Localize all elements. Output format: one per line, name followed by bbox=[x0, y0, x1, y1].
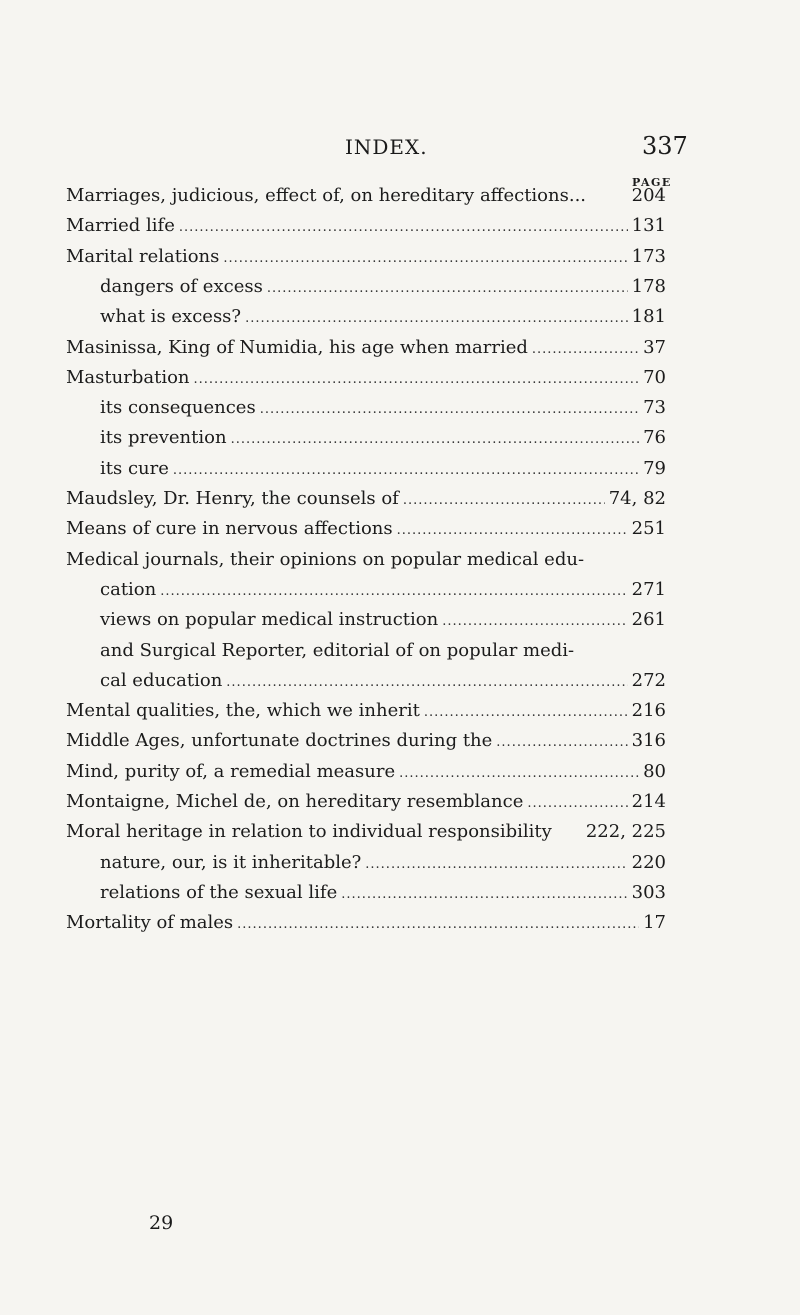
entry-text: cal education bbox=[100, 669, 223, 691]
entry-text: Middle Ages, unfortunate doctrines during the bbox=[66, 730, 493, 752]
dot-leader bbox=[424, 699, 628, 727]
index-entry bbox=[66, 334, 666, 362]
entry-page-number: 37 bbox=[643, 336, 666, 358]
index-entry bbox=[66, 212, 666, 240]
entry-text: cation bbox=[100, 578, 157, 600]
entry-text: its cure bbox=[100, 457, 169, 479]
entry-page-number: 251 bbox=[631, 518, 666, 540]
dot-leader bbox=[237, 911, 639, 939]
dot-leader bbox=[365, 851, 627, 879]
dot-leader bbox=[223, 245, 627, 273]
index-entry bbox=[66, 727, 666, 755]
signature-mark: 29 bbox=[149, 1212, 174, 1234]
entry-text: Moral heritage in relation to individual responsibility bbox=[66, 821, 552, 843]
page-column-label: PAGE bbox=[632, 176, 672, 189]
entry-text: Masinissa, King of Numidia, his age when married bbox=[66, 336, 528, 358]
index-entry bbox=[100, 394, 666, 422]
entry-page-number: 261 bbox=[631, 609, 666, 631]
index-entry bbox=[100, 576, 666, 604]
entry-text: nature, our, is it inheritable? bbox=[100, 851, 362, 873]
index-entry bbox=[100, 273, 666, 301]
entry-text: Montaigne, Michel de, on hereditary resemblance bbox=[66, 791, 524, 812]
index-entry bbox=[100, 455, 666, 483]
entry-text: what is excess? bbox=[100, 306, 242, 328]
entry-page-number: 214 bbox=[631, 791, 666, 812]
index-entry bbox=[66, 364, 666, 392]
index-entry bbox=[100, 879, 666, 907]
index-entry bbox=[66, 182, 666, 210]
index-entry bbox=[100, 303, 666, 331]
entry-text: Married life bbox=[66, 215, 175, 237]
dot-leader bbox=[403, 487, 605, 515]
entry-page-number: 73 bbox=[643, 397, 666, 419]
index-entry bbox=[66, 697, 666, 725]
index-entry bbox=[66, 515, 666, 543]
entry-page-number: 272 bbox=[631, 669, 666, 691]
entry-text: Masturbation bbox=[66, 366, 190, 388]
index-entry bbox=[100, 667, 666, 695]
entry-text: Maudsley, Dr. Henry, the counsels of bbox=[66, 488, 399, 509]
dot-leader bbox=[267, 275, 628, 303]
dot-leader bbox=[496, 729, 627, 757]
index-entry bbox=[100, 637, 666, 665]
entry-page-number: 80 bbox=[643, 760, 666, 782]
entry-text: Marital relations bbox=[66, 245, 220, 267]
entry-page-number: 178 bbox=[631, 275, 666, 297]
entry-text: Marriages, judicious, effect of, on hereditary affections... bbox=[66, 185, 587, 206]
entry-text: Mind, purity of, a remedial measure bbox=[66, 760, 396, 782]
running-head-page-number: 337 bbox=[642, 132, 688, 160]
dot-leader bbox=[194, 366, 640, 394]
dot-leader bbox=[532, 336, 639, 364]
entry-page-number: 303 bbox=[631, 881, 666, 903]
entry-text: and Surgical Reporter, editorial of on popular medi- bbox=[100, 639, 575, 661]
dot-leader bbox=[173, 457, 639, 485]
entry-text: relations of the sexual life bbox=[100, 881, 338, 903]
entry-text: views on popular medical instruction bbox=[100, 609, 439, 631]
entry-page-number: 74, 82 bbox=[608, 488, 666, 509]
dot-leader bbox=[527, 790, 627, 818]
entry-page-number: 70 bbox=[643, 366, 666, 388]
entry-page-number: 271 bbox=[631, 578, 666, 600]
index-entry bbox=[100, 606, 666, 634]
index-entry bbox=[66, 758, 666, 786]
dot-leader bbox=[260, 396, 639, 424]
index-entry bbox=[66, 788, 666, 816]
entry-page-number: 222, 225 bbox=[585, 821, 666, 843]
dot-leader bbox=[160, 578, 627, 606]
index-entry bbox=[100, 424, 666, 452]
index-entry bbox=[100, 849, 666, 877]
dot-leader bbox=[245, 305, 628, 333]
entry-page-number: 17 bbox=[643, 912, 666, 934]
entry-page-number: 76 bbox=[643, 427, 666, 449]
dot-leader bbox=[341, 881, 627, 909]
dot-leader bbox=[231, 426, 640, 454]
dot-leader bbox=[399, 760, 639, 788]
entry-page-number: 173 bbox=[631, 245, 666, 267]
entry-page-number: 204 bbox=[631, 185, 666, 206]
running-head bbox=[0, 132, 800, 165]
dot-leader bbox=[397, 517, 628, 545]
entry-text: Mental qualities, the, which we inherit bbox=[66, 700, 420, 722]
entry-text: its prevention bbox=[100, 427, 227, 449]
entry-text: its consequences bbox=[100, 397, 256, 419]
entry-text: Means of cure in nervous affections bbox=[66, 518, 393, 540]
entry-text: Medical journals, their opinions on popular medical edu- bbox=[66, 548, 585, 570]
index-entry bbox=[66, 546, 666, 574]
index-entry bbox=[66, 243, 666, 271]
entry-text: dangers of excess bbox=[100, 275, 263, 297]
dot-leader bbox=[442, 608, 627, 636]
entry-page-number: 79 bbox=[643, 457, 666, 479]
entry-page-number: 316 bbox=[631, 730, 666, 752]
entry-page-number: 181 bbox=[631, 306, 666, 328]
dot-leader bbox=[226, 669, 627, 697]
entry-text: Mortality of males bbox=[66, 912, 234, 934]
index-entry bbox=[66, 485, 666, 513]
index-entry bbox=[66, 818, 666, 846]
running-head-title: INDEX. bbox=[345, 135, 428, 159]
dot-leader bbox=[179, 214, 628, 242]
entry-page-number: 216 bbox=[631, 700, 666, 722]
index-entry bbox=[66, 909, 666, 937]
entry-page-number: 220 bbox=[631, 851, 666, 873]
entry-page-number: 131 bbox=[631, 215, 666, 237]
